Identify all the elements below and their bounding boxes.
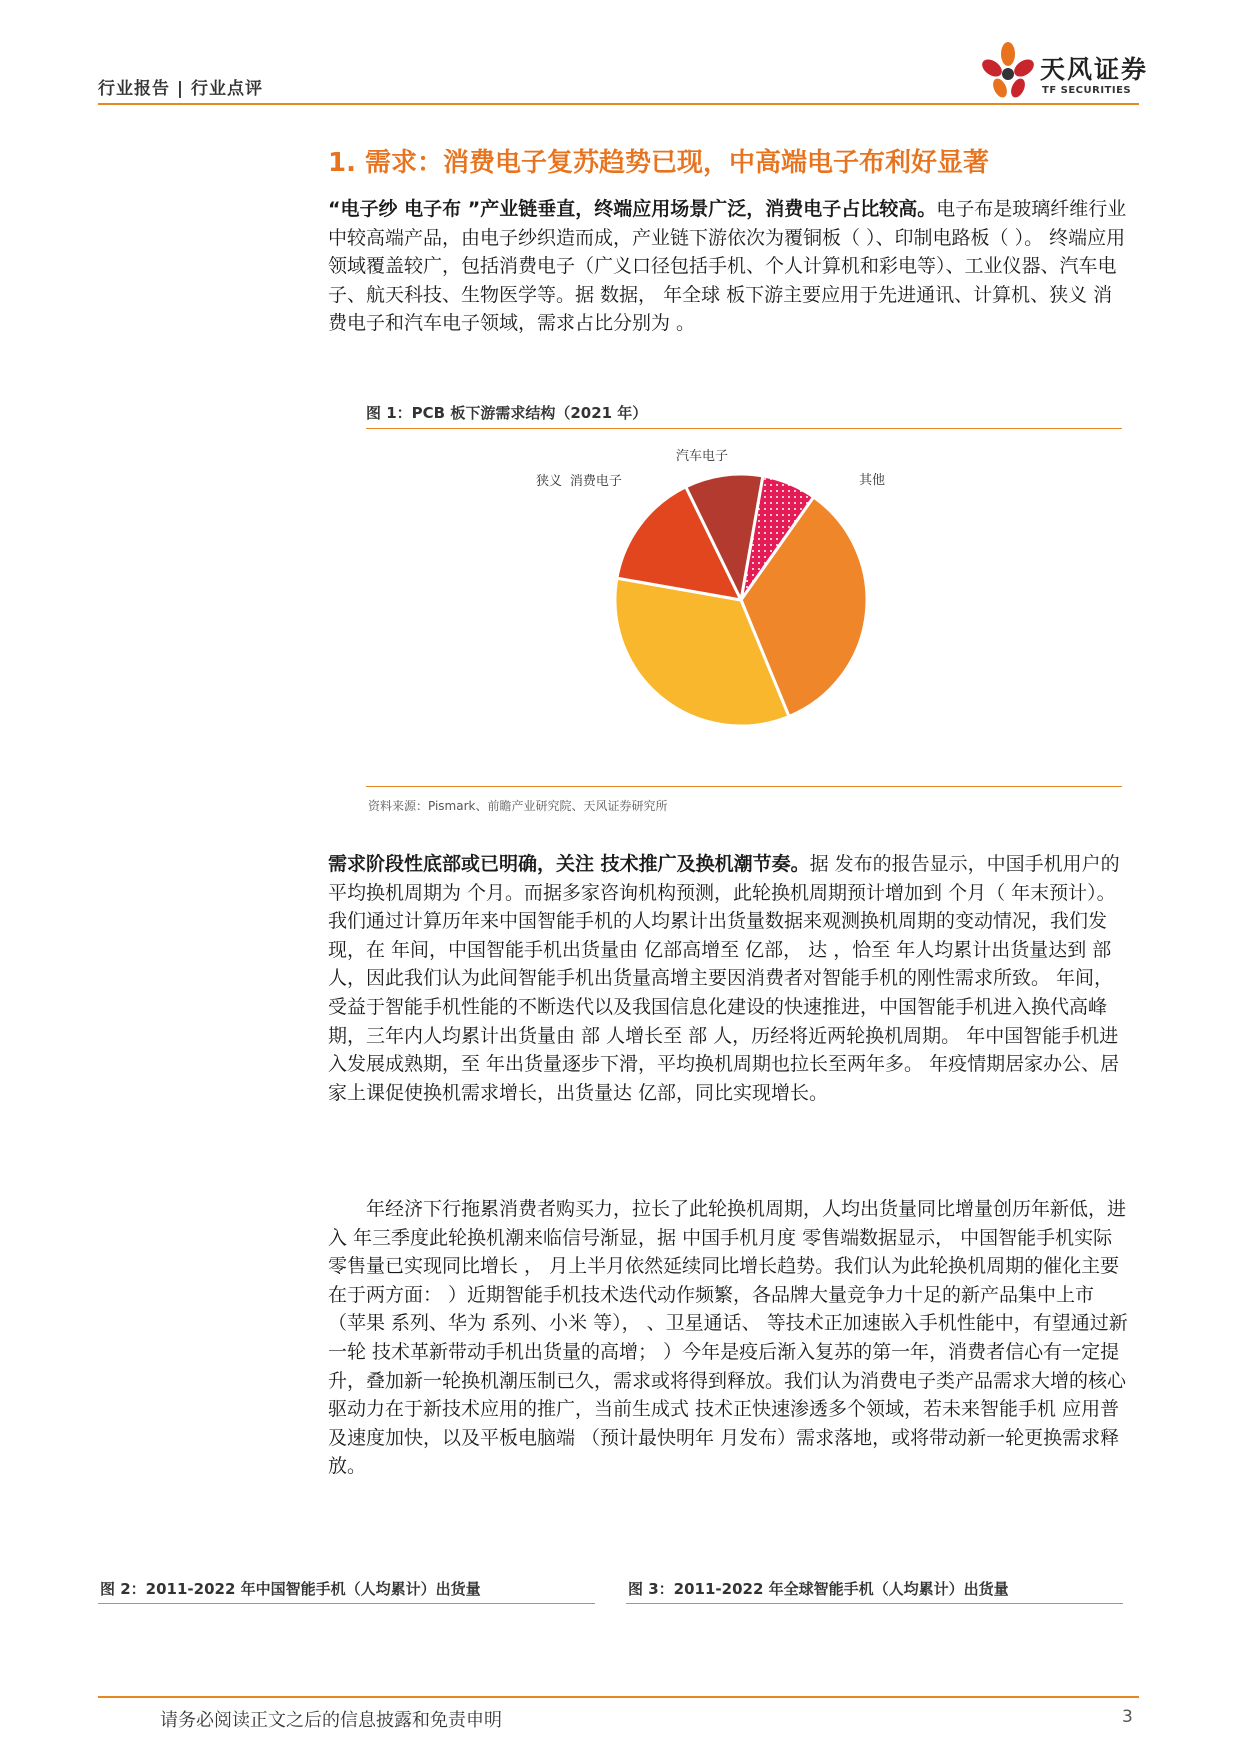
pie-label-4: 汽车电子 [676, 449, 729, 464]
pie-chart [366, 440, 1122, 780]
company-logo [978, 40, 1148, 108]
figure-1-top-rule [366, 428, 1122, 429]
figure-1-bottom-rule [366, 786, 1122, 787]
figure-2-rule [98, 1603, 595, 1604]
logo-text-en: TF SECURITIES [1042, 85, 1132, 96]
figure-3-title: 图 3：2011-2022 年全球智能手机（人均累计）出货量 [628, 1580, 1009, 1598]
paragraph-3 [328, 1195, 1131, 1481]
footer-disclaimer: 请务必阅读正文之后的信息披露和免责申明 [160, 1710, 502, 1731]
paragraph-2-body: 据 发布的报告显示，中国手机用户的平均换机周期为 个月。而据多家咨询机构预测，此轮换机周期预计增加到 个月（ 年末预计）。我们通过计算历年来中国智能手机的人均累计出货量数据来观测换机周期的变动情况，我们发现，在 年间，中国智能手机出货量由 亿部高增至 亿部， 达 ，恰至 年人均累计出货量达到 部 人，因此我们认为此间智能手机出货量高增主要因消费者对智能手机的刚性需求所致。 年间，受益于智能手机性能的不断迭代以及我国信息化建设的快速推进，中国智能手机进入换代高峰期，三年内人均累计出货量由 部 人增长至 部 人，历经将近两轮换机周期。 年中国智能手机进入发展成熟期，至 年出货量逐步下滑，平均换机周期也拉长至两年多。 年疫情期居家办公、居家上课促使换机需求增长，出货量达 亿部，同比实现增长。 [328, 853, 1120, 1104]
paragraph-3-body: 年经济下行拖累消费者购买力，拉长了此轮换机周期，人均出货量同比增量创历年新低，进入 年三季度此轮换机潮来临信号渐显，据 中国手机月度 零售端数据显示， 中国智能手机实际零售量已实现同比增长 ， 月上半月依然延续同比增长趋势。我们认为此轮换机周期的催化主要在于两方面： ）近期智能手机技术迭代动作频繁，各品牌大量竞争力十足的新产品集中上市（苹果 系列、华为 系列、小米 等）， 、卫星通话、 等技术正加速嵌入手机性能中，有望通过新一轮 技术革新带动手机出货量的高增； ）今年是疫后渐入复苏的第一年，消费者信心有一定提升，叠加新一轮换机潮压制已久，需求或将得到释放。我们认为消费电子类产品需求大增的核心驱动力在于新技术应用的推广，当前生成式 技术正快速渗透多个领域，若未来智能手机 应用普及速度加快，以及平板电脑端 （预计最快明年 月发布）需求落地，或将带动新一轮更换需求释放。 [328, 1198, 1128, 1478]
report-category: 行业报告 | 行业点评 [98, 79, 264, 99]
paragraph-2 [328, 850, 1131, 1107]
paragraph-1-body: 电子布是玻璃纤维行业中较高端产品，由电子纱织造而成，产业链下游依次为覆铜板（ ）、印制电路板（ ）。 终端应用领域覆盖较广，包括消费电子（广义口径包括手机、个人计算机和彩电等）、工业仪器、汽车电子、航天科技、生物医学等。据 数据， 年全球 板下游主要应用于先进通讯、计算机、狭义 消费电子和汽车电子领域，需求占比分别为 。 [328, 198, 1127, 335]
figure-1-title: 图 1：PCB 板下游需求结构（2021 年） [366, 404, 648, 422]
figure-3-rule [626, 1603, 1123, 1604]
logo-text-cn: 天风证券 [1040, 55, 1149, 84]
footer-divider [98, 1696, 1139, 1698]
page-number: 3 [1122, 1707, 1133, 1727]
paragraph-1 [328, 195, 1131, 338]
flower-logo-icon [978, 40, 1038, 108]
pie-label-3: 狭义 消费电子 [536, 474, 622, 489]
figure-1-source: 资料来源：Pismark、前瞻产业研究院、天风证券研究所 [368, 799, 668, 813]
figure-2-title: 图 2：2011-2022 年中国智能手机（人均累计）出货量 [100, 1580, 481, 1598]
pie-label-0: 其他 [859, 473, 886, 488]
paragraph-2-lead: 需求阶段性底部或已明确，关注 技术推广及换机潮节奏。 [328, 853, 810, 875]
header-divider [98, 103, 1139, 105]
section-title: 1. 需求：消费电子复苏趋势已现，中高端电子布利好显著 [328, 148, 990, 178]
paragraph-1-lead: “电子纱 电子布 ”产业链垂直，终端应用场景广泛，消费电子占比较高。 [328, 198, 937, 220]
